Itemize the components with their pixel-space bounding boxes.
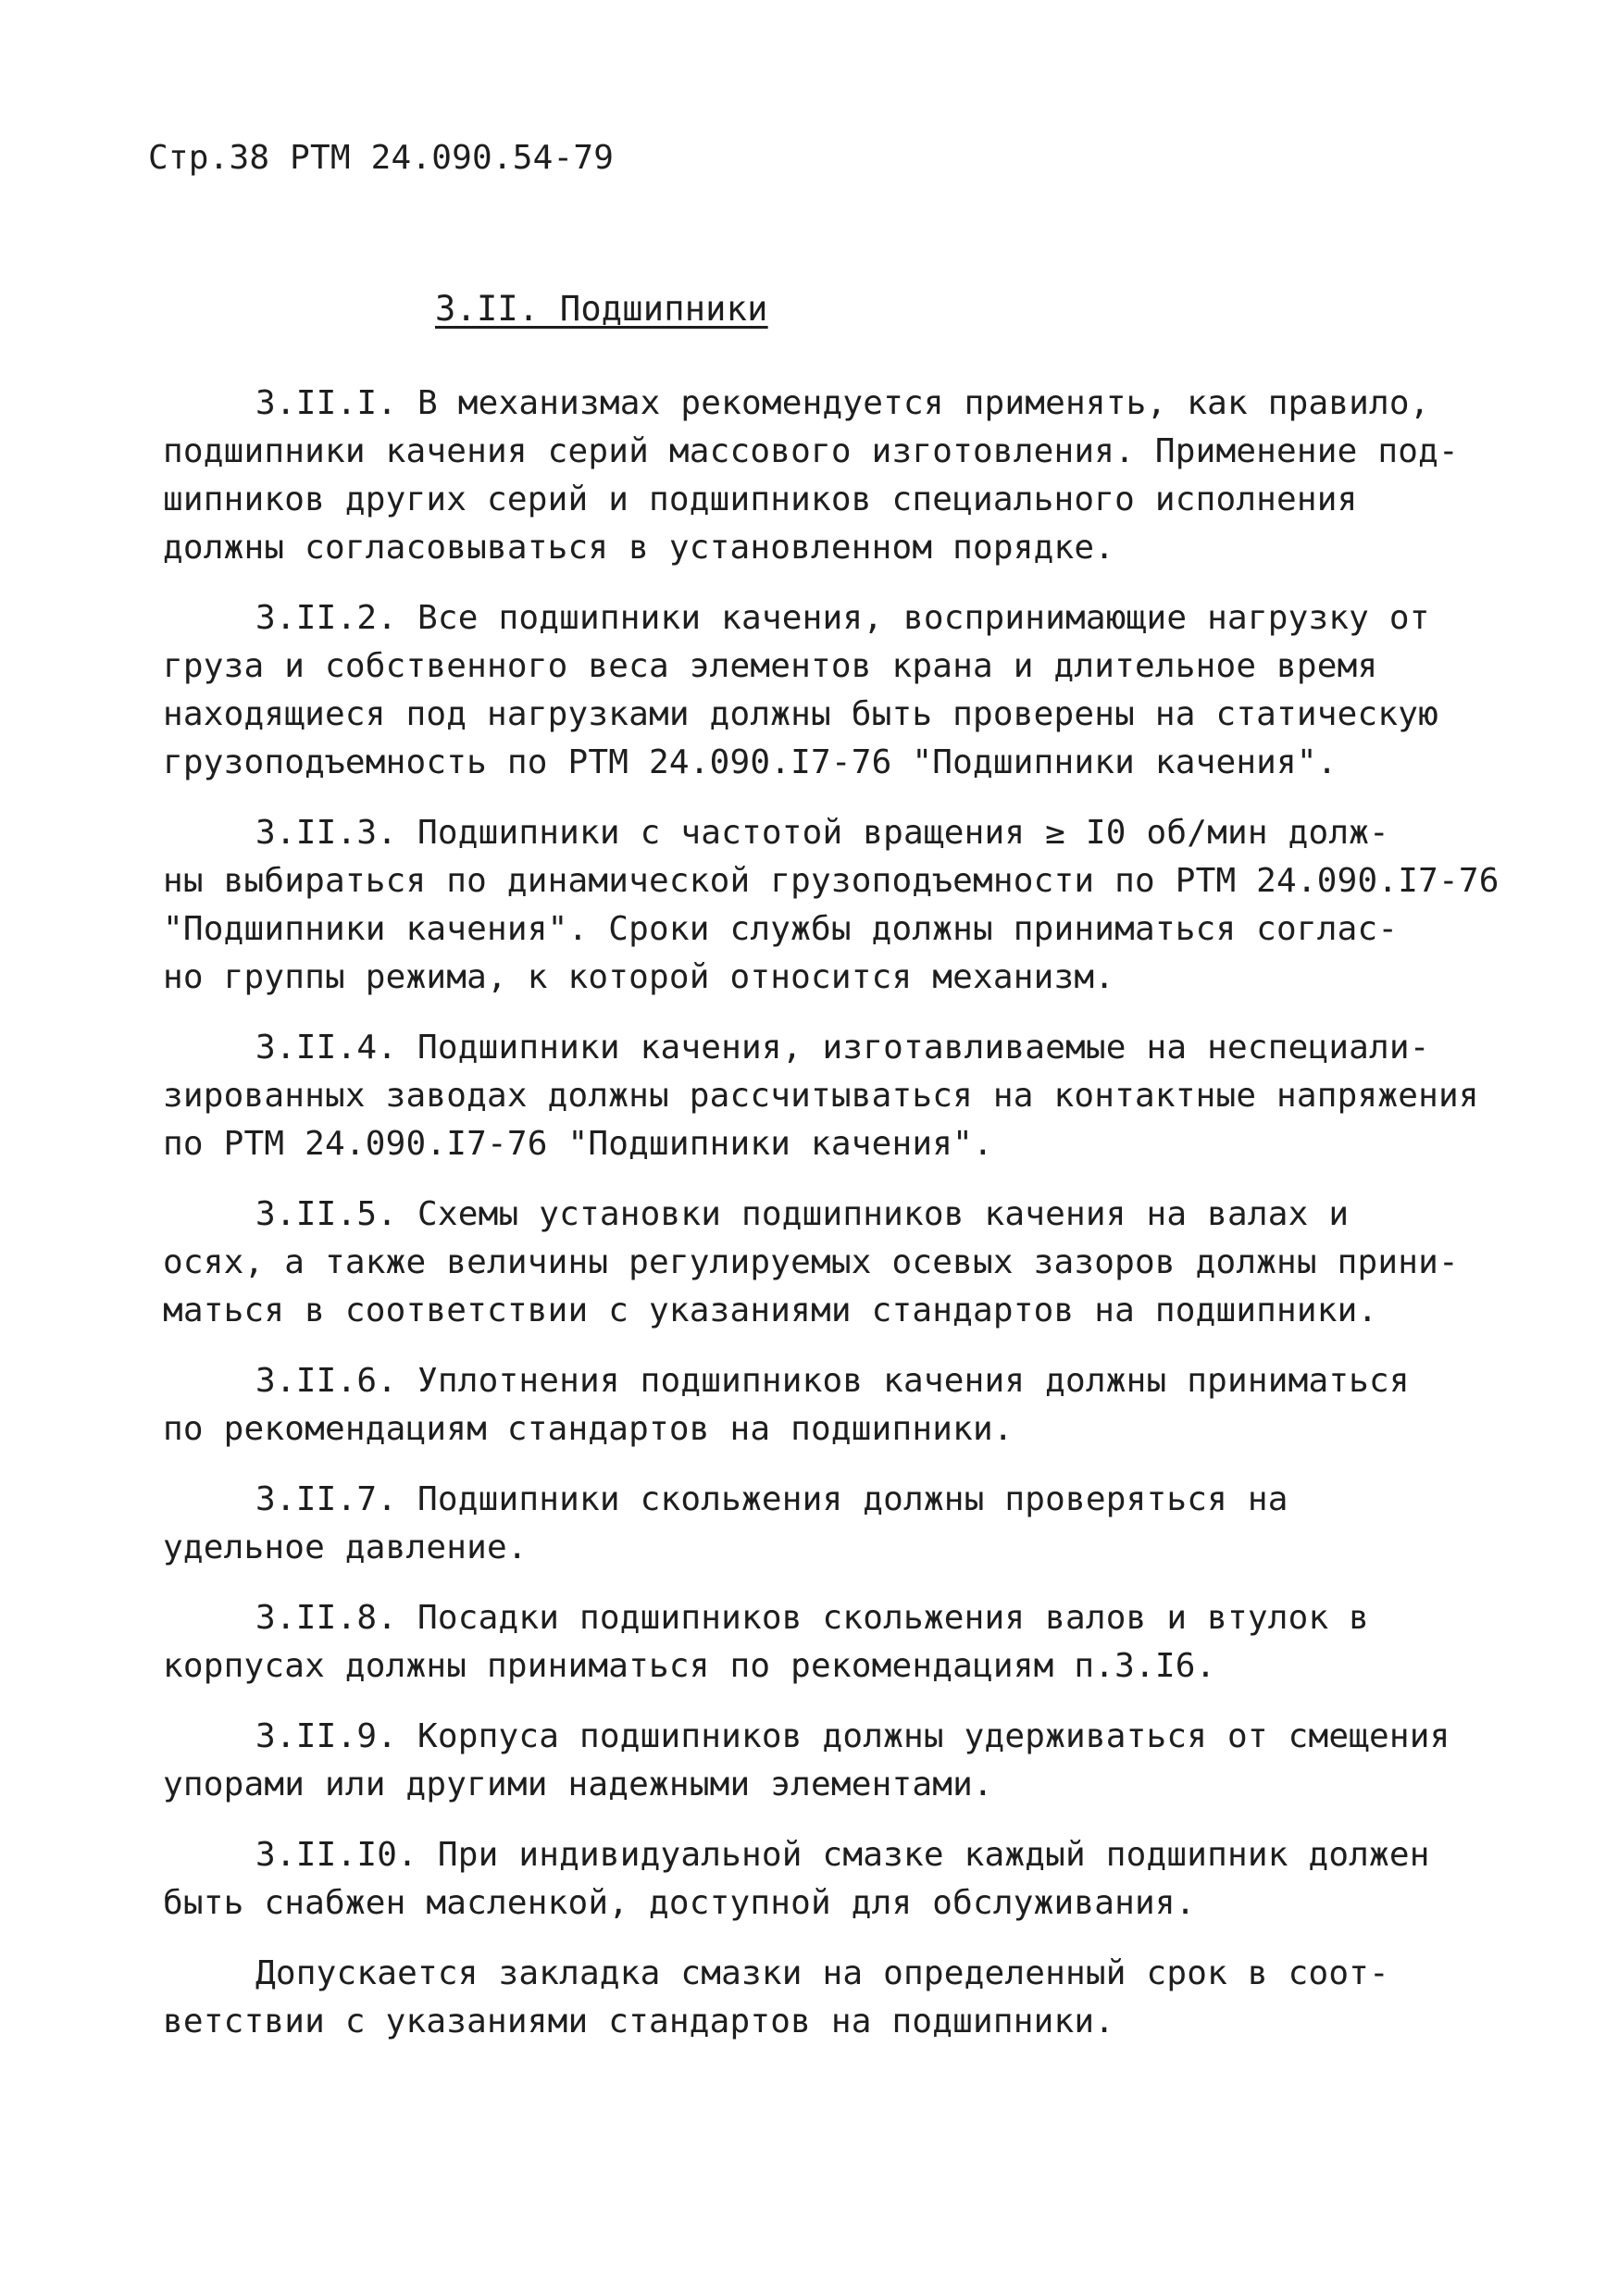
paragraph-line: подшипники качения серий массового изготовления. Применение под- [163,432,1459,470]
paragraph [163,1594,1459,1691]
paragraph-line: удельное давление. [163,1529,528,1566]
paragraph-line: быть снабжен масленкой, доступной для обслуживания. [163,1884,1196,1922]
paragraph-line: находящиеся под нагрузками должны быть проверены на статическую [163,695,1439,733]
paragraph-line: "Подшипники качения". Сроки службы должны приниматься соглас- [163,910,1399,948]
paragraph [163,1950,1459,2046]
paragraph-line: 3.II.8. Посадки подшипников скольжения валов и втулок в [255,1599,1370,1637]
paragraph-line: упорами или другими надежными элементами. [163,1766,993,1803]
paragraph [163,1024,1479,1168]
paragraph-line: Допускается закладка смазки на определенный срок в соот- [255,1954,1389,1992]
section-title: 3.II. Подшипники [435,289,768,329]
paragraph-line: грузоподъемность по РТМ 24.090.I7-76 "Подшипники качения". [163,743,1338,781]
paragraph [163,1476,1459,1572]
paragraph-line: 3.II.4. Подшипники качения, изготавливаемые на неспециали- [255,1029,1430,1067]
paragraph-line: 3.II.7. Подшипники скольжения должны проверяться на [255,1480,1288,1518]
paragraph-line: но группы режима, к которой относится механизм. [163,958,1115,996]
paragraph-line: 3.II.5. Схемы установки подшипников качения на валах и [255,1195,1350,1233]
paragraph [163,1713,1459,1809]
paragraph [163,380,1459,572]
paragraph-line: груза и собственного веса элементов крана и длительное время [163,647,1378,685]
document-body [163,380,1500,2068]
paragraph-line: 3.II.2. Все подшипники качения, воспринимающие нагрузку от [255,599,1430,637]
paragraph-line: 3.II.9. Корпуса подшипников должны удерживаться от смещения [255,1717,1450,1755]
paragraph-line: маться в соответствии с указаниями стандартов на подшипники. [163,1292,1378,1329]
paragraph-line: корпусах должны приниматься по рекомендациям п.3.I6. [163,1647,1216,1685]
paragraph-line: должны согласовываться в установленном порядке. [163,529,1115,567]
page-header: Стр.38 РТМ 24.090.54-79 [148,139,615,177]
paragraph-line: 3.II.3. Подшипники с частотой вращения ≥ I0 об/мин долж- [255,814,1389,852]
paragraph-line: шипников других серий и подшипников специального исполнения [163,480,1358,518]
paragraph [163,1357,1459,1454]
paragraph-line: по рекомендациям стандартов на подшипники. [163,1410,1014,1448]
paragraph-line: по РТМ 24.090.I7-76 "Подшипники качения". [163,1125,993,1163]
paragraph-line: осях, а также величины регулируемых осевых зазоров должны прини- [163,1243,1459,1281]
paragraph-line: ны выбираться по динамической грузоподъемности по РТМ 24.090.I7-76 [163,862,1500,900]
paragraph [163,809,1500,1002]
paragraph-line: 3.II.6. Уплотнения подшипников качения должны приниматься [255,1362,1410,1400]
paragraph-line: 3.II.I0. При индивидуальной смазке каждый подшипник должен [255,1836,1430,1874]
paragraph-line: 3.II.I. В механизмах рекомендуется применять, как правило, [255,384,1430,422]
paragraph [163,1831,1459,1928]
paragraph [163,594,1459,787]
paragraph-line: ветствии с указаниями стандартов на подшипники. [163,2003,1115,2040]
paragraph [163,1191,1459,1335]
paragraph-line: зированных заводах должны рассчитываться на контактные напряжения [163,1077,1479,1115]
